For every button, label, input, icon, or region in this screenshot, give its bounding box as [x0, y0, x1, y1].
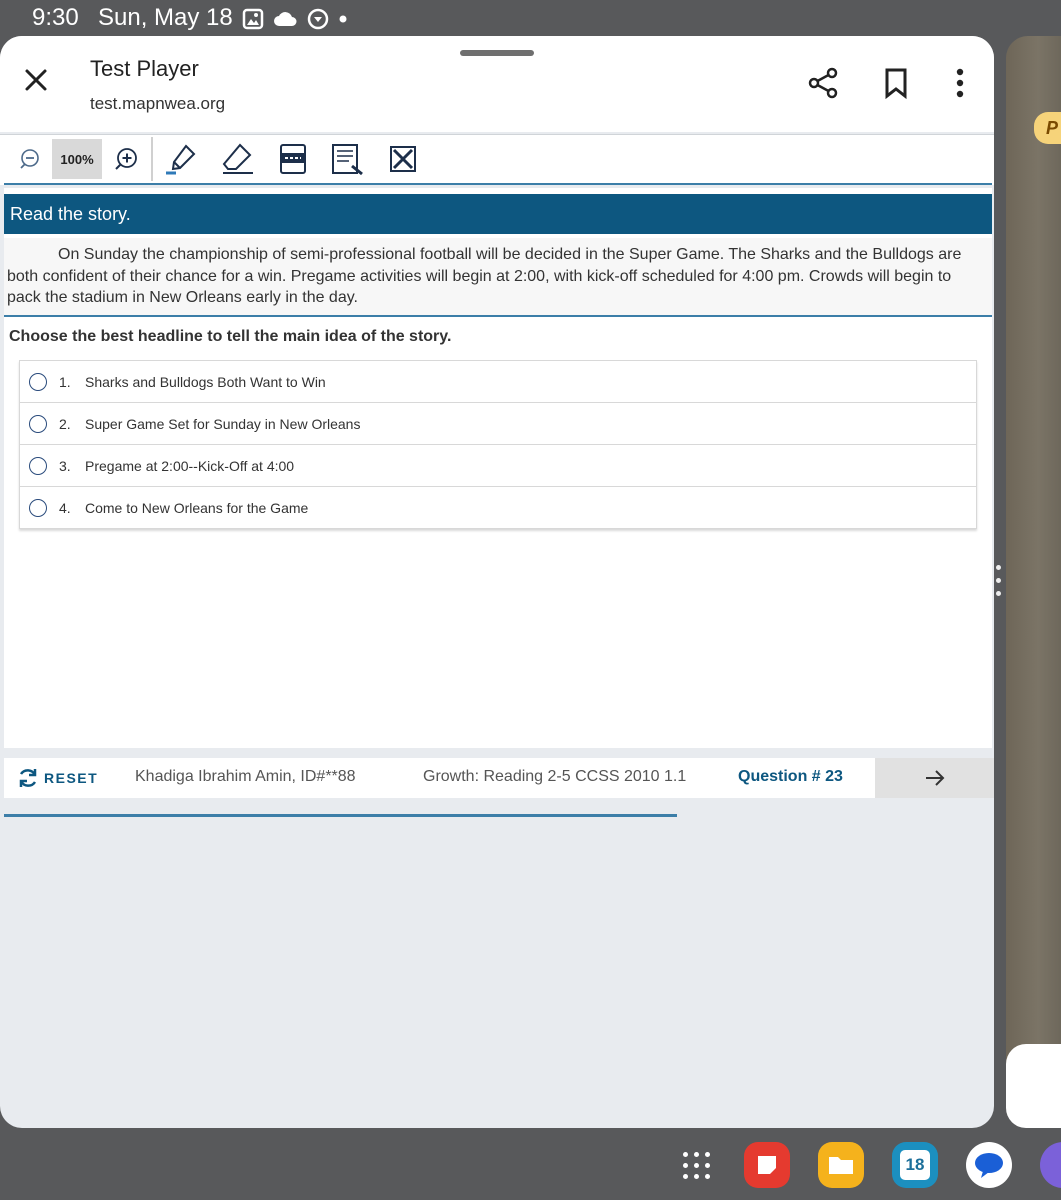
answer-eliminator-button[interactable] [388, 139, 418, 179]
answer-eliminator-icon [388, 144, 418, 174]
choice-text: Pregame at 2:00--Kick-Off at 4:00 [85, 457, 295, 474]
chat-bubble-icon [973, 1151, 1005, 1179]
toolbar-divider [151, 137, 153, 181]
bookmark-icon[interactable] [882, 66, 910, 100]
reset-label: RESET [44, 770, 99, 786]
messages-app-icon[interactable] [966, 1142, 1012, 1188]
assistant-app-icon[interactable] [1040, 1142, 1061, 1188]
notification-dot-icon [338, 14, 348, 24]
answer-choice-4[interactable] [20, 487, 976, 528]
reset-button[interactable] [16, 766, 98, 790]
side-app-panel[interactable] [1006, 36, 1061, 1128]
share-icon[interactable] [806, 66, 840, 100]
gallery-icon [242, 8, 264, 30]
page-url: test.mapnwea.org [90, 94, 226, 113]
line-reader-button[interactable] [278, 139, 308, 179]
answer-choices [19, 360, 977, 529]
radio-button[interactable] [29, 373, 47, 391]
test-content [4, 188, 992, 748]
test-progress-fill [4, 814, 677, 817]
status-time: 9:30 [32, 4, 79, 31]
eraser-button[interactable] [220, 139, 258, 179]
status-icons [242, 7, 348, 31]
side-panel-badge: P [1034, 112, 1061, 144]
page-title: Test Player [90, 56, 199, 81]
notes-app-icon[interactable] [744, 1142, 790, 1188]
split-view-handle[interactable] [995, 565, 1003, 605]
radio-button[interactable] [29, 457, 47, 475]
highlighter-button[interactable] [164, 139, 200, 179]
custom-tab-header [0, 36, 994, 132]
close-icon[interactable] [18, 62, 54, 98]
next-button[interactable] [875, 758, 994, 798]
eraser-icon [220, 142, 258, 176]
question-number: Question # 23 [738, 768, 843, 785]
folder-icon [826, 1152, 856, 1178]
choice-number: 1. [59, 373, 71, 390]
choice-number: 3. [59, 457, 71, 474]
cloud-icon [272, 9, 298, 29]
calendar-app-icon[interactable] [892, 1142, 938, 1188]
more-options-icon[interactable] [950, 66, 970, 100]
taskbar [0, 1128, 1061, 1200]
notepad-button[interactable] [330, 139, 366, 179]
highlighter-icon [164, 142, 200, 176]
choice-text: Come to New Orleans for the Game [85, 499, 309, 516]
choice-number: 2. [59, 415, 71, 432]
zoom-out-button[interactable] [16, 139, 44, 179]
notepad-icon [330, 142, 366, 176]
arrow-right-icon [923, 768, 947, 788]
passage-text: On Sunday the championship of semi-professional football will be decided in the Super Game. The Sharks and the Bulldogs are both confident of their chance for a win. Pregame activities will begin at 2:00, with kick-off scheduled for 4:00 pm. Crowds will begin to pack the stadium in New Orleans early in the day. [7, 246, 962, 306]
answer-choice-1[interactable] [20, 361, 976, 403]
zoom-level: 100% [52, 139, 102, 179]
passage [4, 238, 992, 316]
browser-window [0, 36, 994, 1128]
refresh-icon [16, 766, 40, 790]
side-panel-card[interactable] [1006, 1044, 1061, 1128]
toolbar-underline [4, 183, 992, 185]
choice-number: 4. [59, 499, 71, 516]
choice-text: Super Game Set for Sunday in New Orleans [85, 415, 361, 432]
test-progress-bar [4, 814, 994, 817]
calendar-day: 18 [900, 1150, 930, 1180]
choice-text: Sharks and Bulldogs Both Want to Win [85, 373, 326, 390]
passage-header: Read the story. [4, 194, 992, 234]
answer-choice-2[interactable] [20, 403, 976, 445]
question-prompt: Choose the best headline to tell the main idea of the story. [9, 328, 452, 345]
status-date: Sun, May 18 [98, 4, 233, 31]
zoom-in-button[interactable] [112, 139, 140, 179]
test-name: Growth: Reading 2-5 CCSS 2010 1.1 [423, 768, 687, 785]
radio-button[interactable] [29, 415, 47, 433]
answer-choice-3[interactable] [20, 445, 976, 487]
status-bar [0, 0, 1061, 36]
line-reader-icon [278, 142, 308, 176]
window-drag-handle[interactable] [460, 50, 534, 56]
radio-button[interactable] [29, 499, 47, 517]
files-app-icon[interactable] [818, 1142, 864, 1188]
app-drawer-icon[interactable] [683, 1152, 711, 1180]
test-footer [4, 758, 994, 798]
passage-divider [4, 315, 992, 317]
zoom-out-icon [18, 147, 42, 171]
sync-icon [306, 7, 330, 31]
zoom-in-icon [113, 146, 139, 172]
test-toolbar [0, 134, 994, 185]
student-name: Khadiga Ibrahim Amin, ID#**88 [135, 768, 356, 785]
sticky-note-icon [754, 1152, 780, 1178]
